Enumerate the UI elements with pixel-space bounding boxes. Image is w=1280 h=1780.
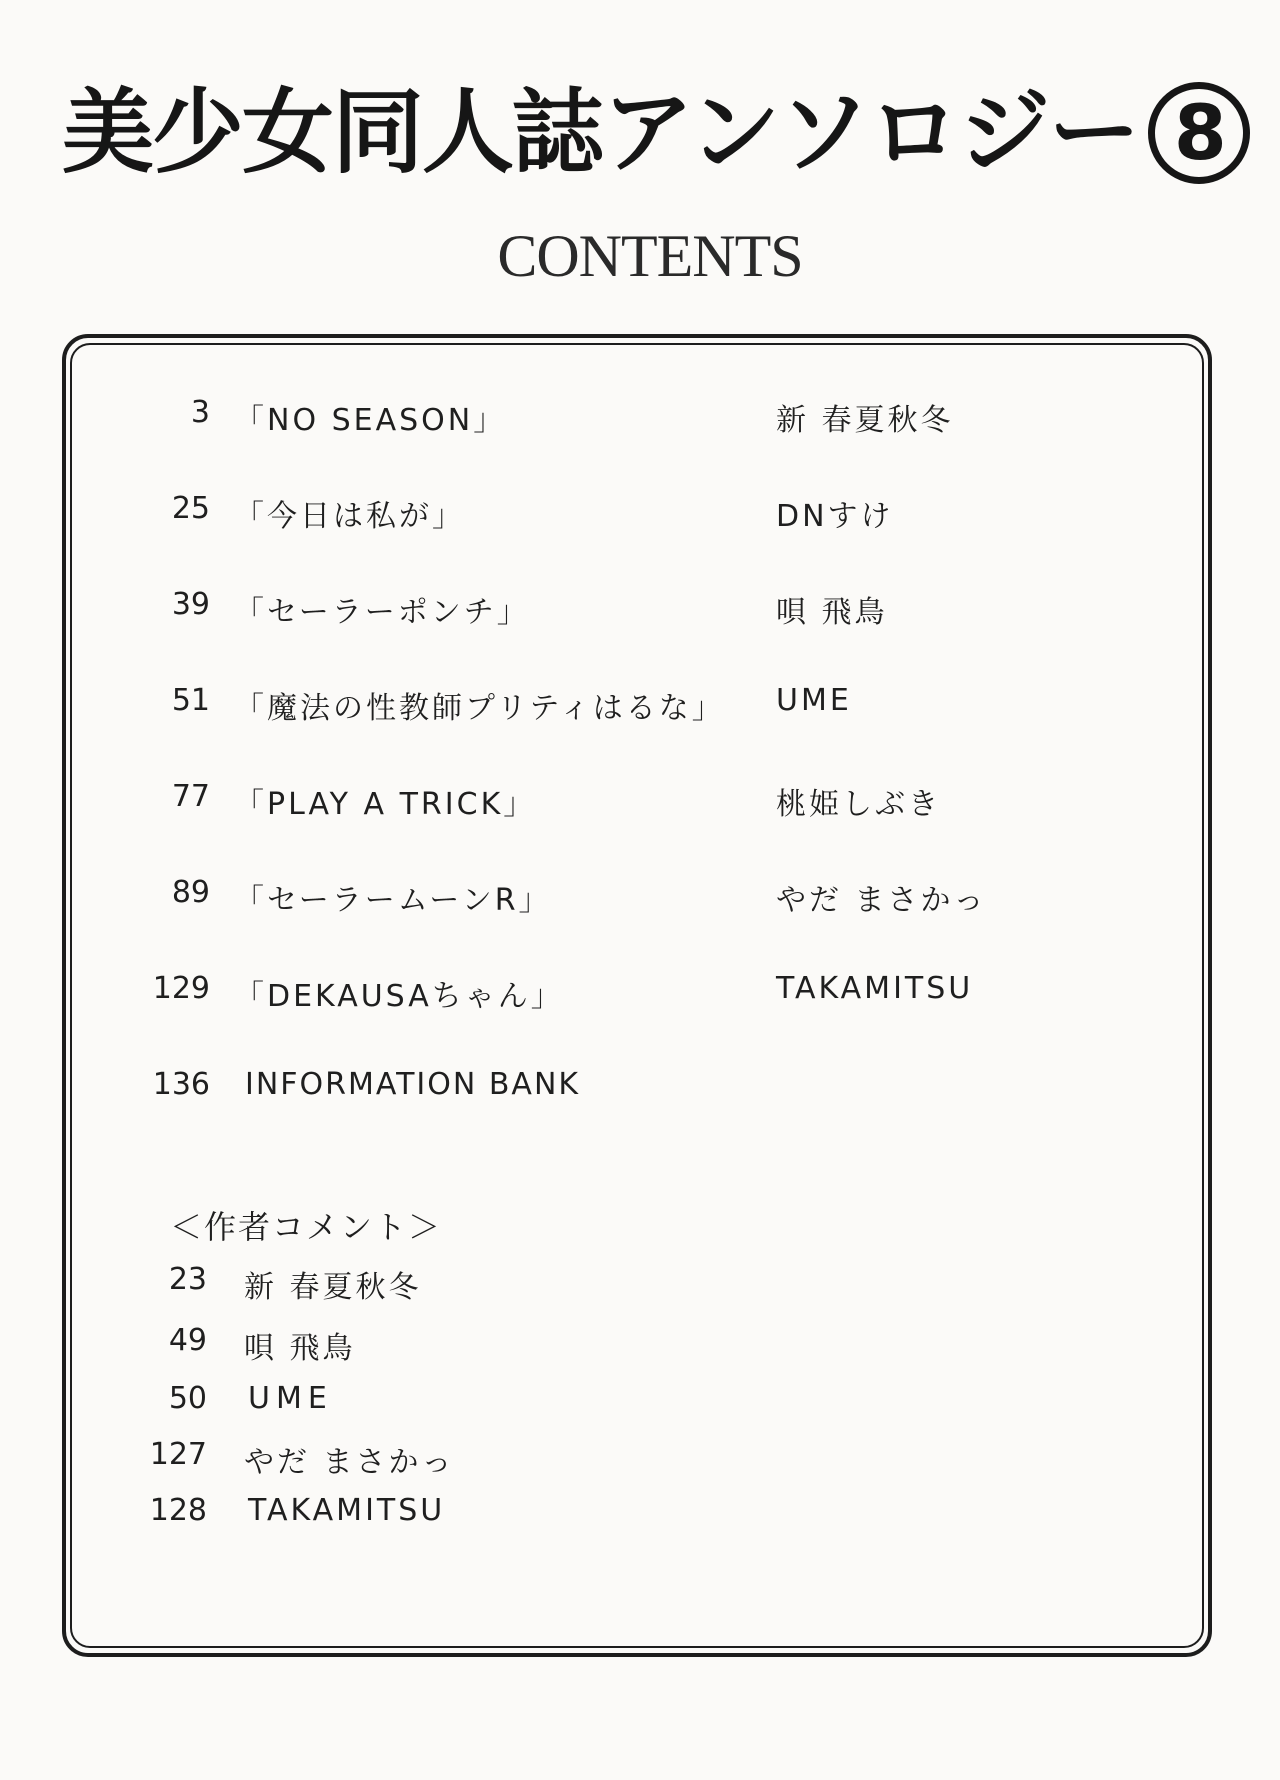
toc-entry [0, 971, 1280, 1021]
comment-entry [0, 1262, 1280, 1312]
toc-entry [0, 875, 1280, 925]
toc-page-number: 51 [171, 683, 210, 718]
toc-title: 「魔法の性教師プリティはるな」 [234, 691, 725, 726]
toc-entry [0, 587, 1280, 637]
book-title [62, 78, 1242, 190]
comment-author: 新 春夏秋冬 [244, 1270, 422, 1305]
comment-page-number: 127 [149, 1437, 207, 1472]
comment-page-number: 49 [168, 1323, 207, 1358]
toc-entry [0, 395, 1280, 445]
toc-author: DNすけ [776, 499, 894, 534]
toc-page-number: 89 [171, 875, 210, 910]
toc-title: 「今日は私が」 [234, 499, 465, 534]
volume-number-badge: 8 [1148, 82, 1250, 184]
toc-author: UME [776, 683, 852, 718]
author-comments-heading: ＜作者コメント＞ [170, 1208, 443, 1246]
toc-title: 「セーラーポンチ」 [234, 595, 530, 630]
toc-entry [0, 1067, 1280, 1117]
toc-title: 「DEKAUSAちゃん」 [234, 979, 564, 1014]
toc-title: INFORMATION BANK [245, 1067, 581, 1102]
toc-entry [0, 779, 1280, 829]
toc-author: 桃姫しぶき [776, 787, 941, 822]
comment-author: やだ まさかっ [244, 1445, 455, 1480]
comment-entry [0, 1381, 1280, 1431]
comment-entry [0, 1437, 1280, 1487]
contents-heading: CONTENTS [497, 223, 803, 289]
toc-page-number: 129 [152, 971, 210, 1006]
comment-author: UME [248, 1381, 333, 1416]
comment-page-number: 128 [149, 1493, 207, 1528]
comment-page-number: 50 [168, 1381, 207, 1416]
book-title-text: 美少女同人誌アンソロジー [62, 79, 1139, 186]
toc-page-number: 136 [152, 1067, 210, 1102]
toc-page-number: 25 [171, 491, 210, 526]
comment-entry [0, 1323, 1280, 1373]
toc-page-number: 3 [190, 395, 210, 430]
toc-page-number: 39 [171, 587, 210, 622]
toc-entry [0, 683, 1280, 733]
toc-title: 「セーラームーンR」 [234, 883, 552, 918]
toc-author: 唄 飛鳥 [776, 595, 888, 630]
comment-author: 唄 飛鳥 [244, 1331, 356, 1366]
toc-page-number: 77 [171, 779, 210, 814]
toc-entry [0, 491, 1280, 541]
comment-page-number: 23 [168, 1262, 207, 1297]
comment-entry [0, 1493, 1280, 1543]
toc-author: やだ まさかっ [776, 883, 987, 918]
toc-author: 新 春夏秋冬 [776, 403, 954, 438]
toc-author: TAKAMITSU [776, 971, 974, 1006]
toc-title: 「PLAY A TRICK」 [234, 787, 537, 822]
toc-title: 「NO SEASON」 [234, 403, 507, 438]
comment-author: TAKAMITSU [248, 1493, 446, 1528]
